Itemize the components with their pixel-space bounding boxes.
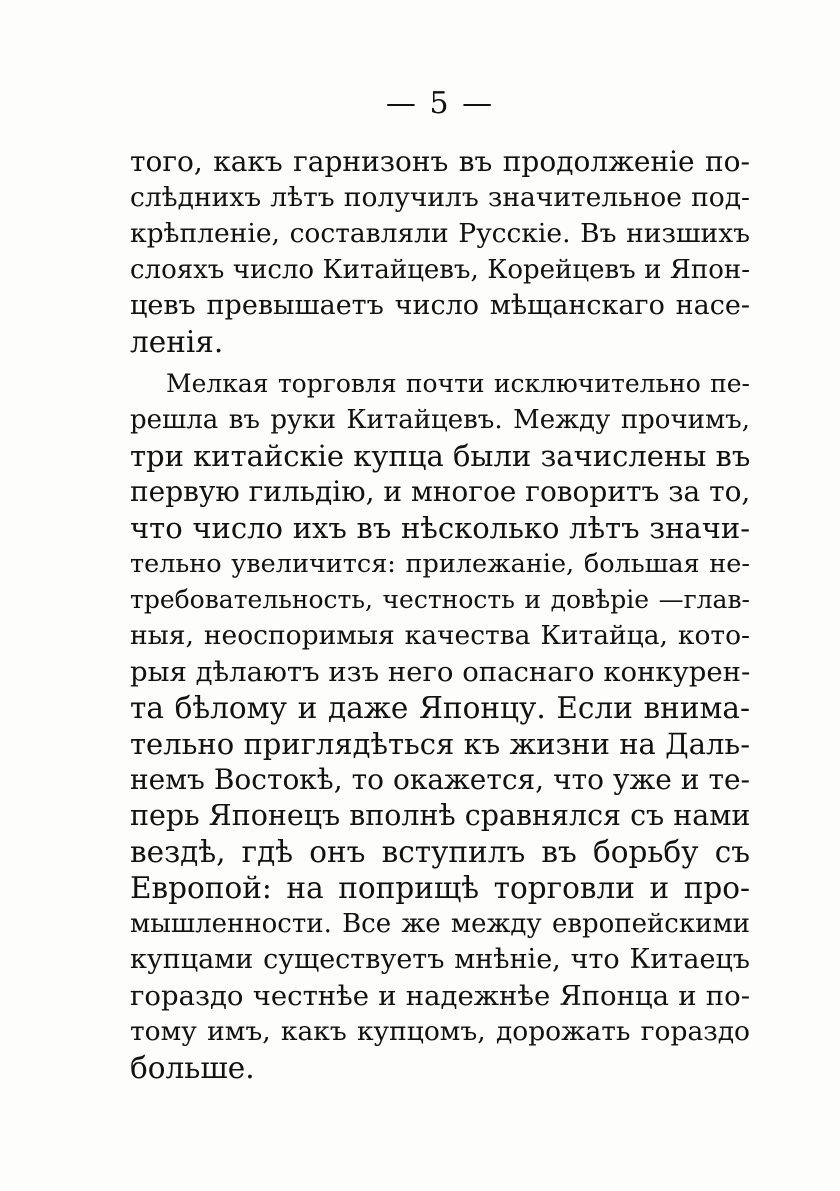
text-line: перь Японецъ вполнѣ сравнялся съ нами — [130, 799, 750, 832]
text-line: тому имъ, какъ купцомъ, дорожать гораздо — [130, 1016, 750, 1047]
text-line: тельно увеличится: прилежаніе, большая не- — [130, 549, 750, 579]
text-line: крѣпленіе, составляли Русскіе. Въ низшихъ — [130, 218, 750, 249]
text-line: гораздо честнѣе и надежнѣе Японца и по- — [130, 980, 750, 1012]
text-line: мышленности. Все же между европейскими — [130, 909, 750, 939]
text-line: купцами существуетъ мнѣніе, что Китаецъ — [130, 944, 750, 975]
text-line: больше. — [130, 1051, 255, 1085]
text-line: та бѣлому и даже Японцу. Если внима- — [130, 691, 750, 725]
text-line: что число ихъ въ нѣсколько лѣтъ значи- — [130, 511, 750, 545]
text-line: ныя, неоспоримыя качества Китайца, кото- — [130, 620, 750, 651]
text-line: слѣднихъ лѣтъ получилъ значительное под- — [130, 182, 750, 213]
paragraph-2 — [130, 366, 750, 1086]
text-line: немъ Востокѣ, то окажется, что уже и те- — [130, 763, 750, 796]
text-line: того, какъ гарнизонъ въ продолженіе по- — [130, 145, 750, 178]
text-line: требовательность, честность и довѣріе —глав- — [130, 585, 750, 614]
text-line: три китайскіе купца были зачислены въ — [130, 439, 750, 473]
text-line: рыя дѣлаютъ изъ него опаснаго конкурен- — [130, 656, 750, 688]
text-line: Европой: на поприщѣ торговли и про- — [130, 871, 750, 905]
text-line: цевъ превышаетъ число мѣщанскаго насе- — [130, 290, 750, 321]
text-line: вездѣ, гдѣ онъ вступилъ въ борьбу съ — [130, 835, 750, 869]
text-line: решла въ руки Китайцевъ. Между прочимъ, — [130, 405, 750, 435]
text-line: Мелкая торговля почти исключительно пе- — [166, 369, 750, 398]
text-line: первую гильдію, и многое говоритъ за то, — [130, 475, 750, 508]
body-text — [130, 144, 750, 1086]
paragraph-1 — [130, 144, 750, 360]
text-line: слояхъ число Китайцевъ, Корейцевъ и Япон- — [130, 255, 750, 285]
text-line: ленія. — [130, 325, 224, 359]
text-line: тельно приглядѣться къ жизни на Даль- — [130, 727, 750, 761]
page-number: — 5 — — [385, 86, 495, 121]
